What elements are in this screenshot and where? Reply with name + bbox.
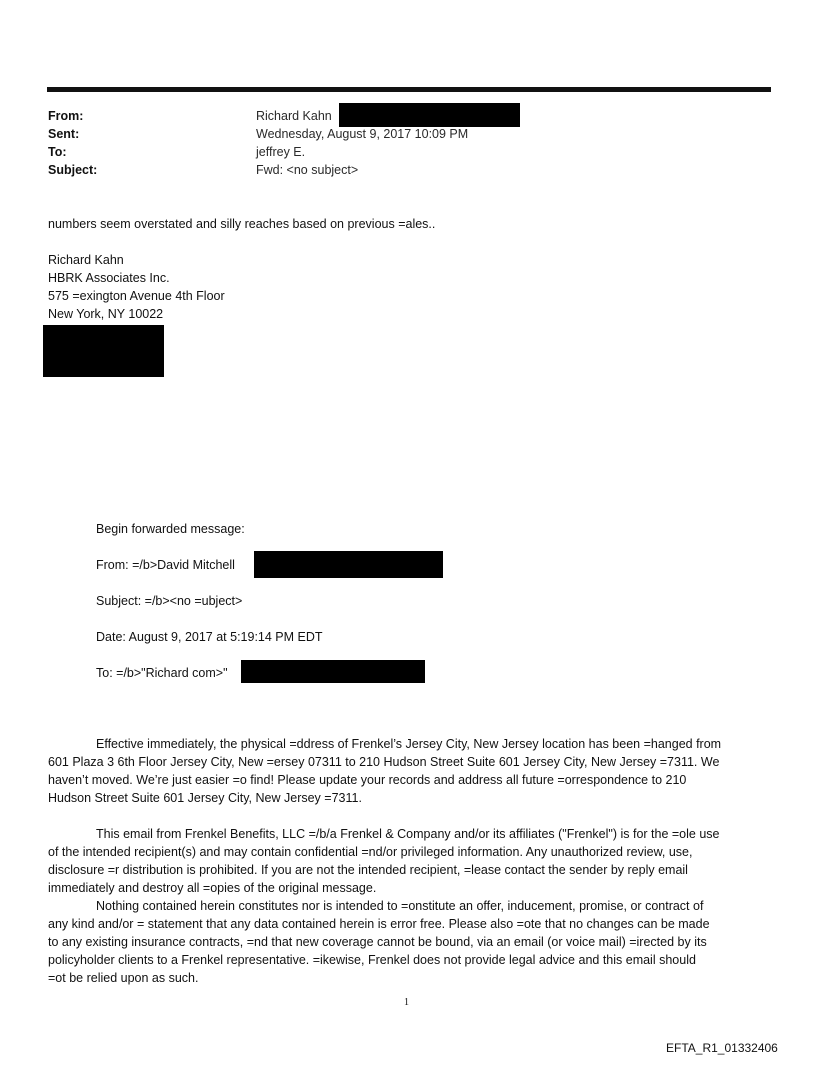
from-value: Richard Kahn (256, 109, 332, 123)
disclaimer-line: This email from Frenkel Benefits, LLC =/b/a Frenkel & Company and/or its affiliates ("Frenkel") is for the =ole use (96, 827, 720, 841)
forward-from: From: =/b>David Mitchell (96, 558, 235, 572)
to-value: jeffrey E. (256, 145, 306, 159)
forward-subject: Subject: =/b><no =ubject> (96, 594, 243, 608)
signature-city: New York, NY 10022 (48, 307, 164, 321)
disclaimer-line: Nothing contained herein constitutes nor is intended to =onstitute an offer, inducement, promise, or contract of (96, 899, 704, 913)
signature-address: 575 =exington Avenue 4th Floor (48, 289, 225, 303)
notice-paragraph-line: Effective immediately, the physical =ddress of Frenkel’s Jersey City, New Jersey location has been =hanged from (96, 737, 722, 751)
signature-company: HBRK Associates Inc. (48, 271, 170, 285)
notice-paragraph-line: haven’t moved. We’re just easier =o find! Please update your records and address all future =orrespondence to 210 (48, 773, 687, 787)
disclaimer-line: disclosure =r distribution is prohibited. If you are not the intended recipient, =lease contact the sender by reply email (48, 863, 688, 877)
redaction-box (339, 103, 520, 127)
disclaimer-line: of the intended recipient(s) and may contain confidential =nd/or privileged information. Any unauthorized review, use, (48, 845, 693, 859)
redaction-box (254, 551, 443, 578)
document-id: EFTA_R1_01332406 (666, 1041, 778, 1055)
redaction-box (241, 660, 425, 683)
subject-value: Fwd: <no subject> (256, 163, 359, 177)
forward-date: Date: August 9, 2017 at 5:19:14 PM EDT (96, 630, 323, 644)
signature-name: Richard Kahn (48, 253, 124, 267)
disclaimer-line: policyholder clients to a Frenkel representative. =ikewise, Frenkel does not provide legal advice and this email should (48, 953, 696, 967)
page-number: 1 (404, 997, 409, 1008)
redaction-box (43, 325, 164, 377)
header-rule (47, 87, 771, 92)
to-label: To: (48, 145, 67, 159)
sent-value: Wednesday, August 9, 2017 10:09 PM (256, 127, 469, 141)
disclaimer-line: to any existing insurance contracts, =nd that new coverage cannot be bound, via an email (or voice mail) =irected by its (48, 935, 707, 949)
forward-intro: Begin forwarded message: (96, 522, 245, 536)
disclaimer-line: immediately and destroy all =opies of the original message. (48, 881, 377, 895)
subject-label: Subject: (48, 163, 98, 177)
disclaimer-line: any kind and/or = statement that any data contained herein is error free. Please also =ote that no changes can be made (48, 917, 710, 931)
message-line: numbers seem overstated and silly reaches based on previous =ales.. (48, 217, 436, 231)
disclaimer-line: =ot be relied upon as such. (48, 971, 199, 985)
sent-label: Sent: (48, 127, 80, 141)
forward-to: To: =/b>"Richard com>" (96, 666, 228, 680)
notice-paragraph-line: 601 Plaza 3 6th Floor Jersey City, New =ersey 07311 to 210 Hudson Street Suite 601 Jersey City, New Jersey =7311. We (48, 755, 720, 769)
from-label: From: (48, 109, 84, 123)
notice-paragraph-line: Hudson Street Suite 601 Jersey City, New Jersey =7311. (48, 791, 362, 805)
